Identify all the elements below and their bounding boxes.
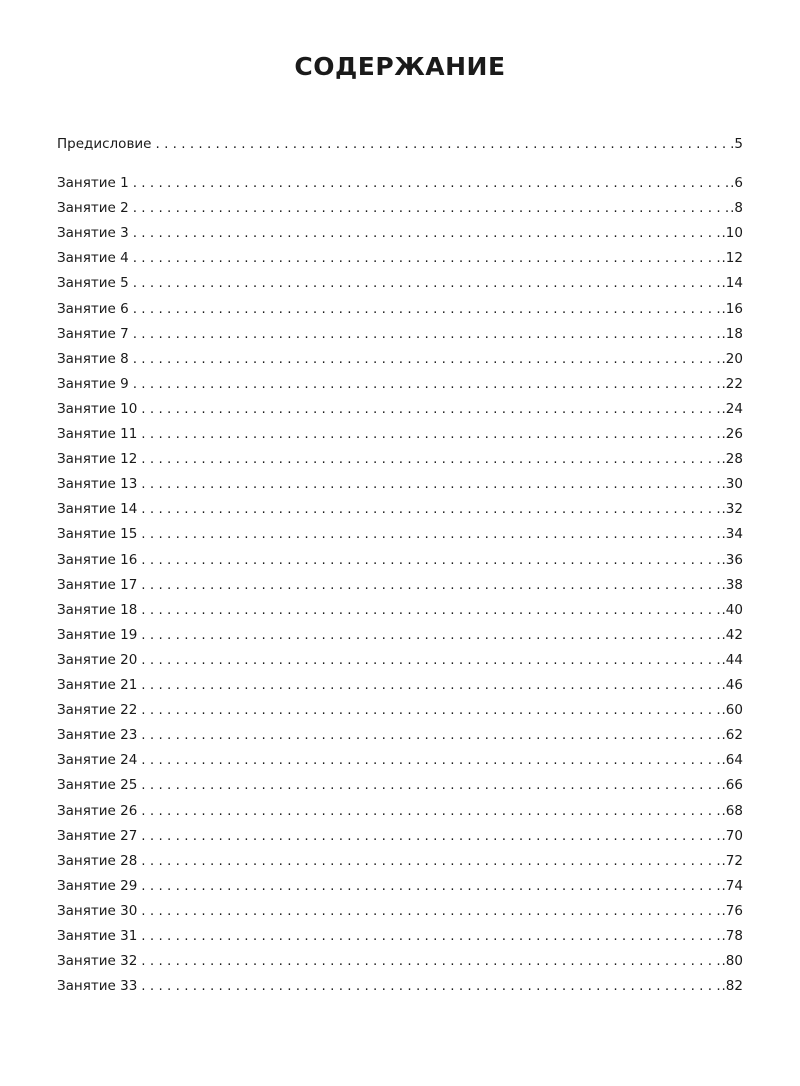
toc-entry-label: Занятие 11 xyxy=(57,426,138,442)
toc-entry-page: .76 xyxy=(721,902,743,919)
toc-entry-page: .28 xyxy=(721,451,743,468)
dot-leader xyxy=(141,550,719,570)
toc-entry-label: Занятие 7 xyxy=(57,325,129,342)
toc-entry-label: Занятие 9 xyxy=(57,375,129,392)
toc-entry-label: Занятие 18 xyxy=(57,601,138,618)
dot-leader xyxy=(141,675,719,695)
dot-leader xyxy=(133,173,728,193)
dot-leader xyxy=(141,926,719,946)
dot-leader xyxy=(141,901,719,921)
toc-entry-label: Занятие 13 xyxy=(57,476,138,493)
toc-entry-page: .78 xyxy=(721,928,743,944)
dot-leader xyxy=(141,951,719,971)
toc-entry-page: .72 xyxy=(721,852,743,869)
toc-entry[interactable] xyxy=(57,851,743,871)
dot-leader xyxy=(141,976,719,996)
toc-entry-page: .62 xyxy=(721,727,743,744)
toc-entry[interactable] xyxy=(57,223,743,243)
toc-entry-page: .22 xyxy=(721,375,743,392)
toc-entry-page: .24 xyxy=(721,400,743,417)
toc-entry-page: .46 xyxy=(721,677,743,693)
dot-leader xyxy=(141,750,719,770)
toc-entry-page: .34 xyxy=(721,526,743,543)
toc-entry-page: .32 xyxy=(721,501,743,518)
dot-leader xyxy=(141,474,719,494)
toc-entry[interactable] xyxy=(57,399,743,419)
toc-entry[interactable] xyxy=(57,600,743,620)
toc-entry-page: .10 xyxy=(721,225,743,242)
toc-entry[interactable] xyxy=(57,299,743,319)
toc-entry-label: Занятие 2 xyxy=(57,200,129,217)
toc-entry-label: Занятие 1 xyxy=(57,175,129,191)
toc-entry-label: Занятие 25 xyxy=(57,777,138,794)
dot-leader xyxy=(141,575,719,595)
dot-leader xyxy=(133,324,720,344)
toc-entry-page: .6 xyxy=(730,175,743,191)
toc-entry[interactable] xyxy=(57,524,743,544)
dot-leader xyxy=(141,775,719,795)
dot-leader xyxy=(141,625,719,645)
toc-entry[interactable] xyxy=(57,650,743,670)
toc-entry-page: .30 xyxy=(721,476,743,493)
toc-entry-label: Занятие 15 xyxy=(57,526,138,543)
toc-entry-label: Занятие 17 xyxy=(57,576,138,593)
toc-entry[interactable] xyxy=(57,675,743,695)
toc-entry-label: Занятие 31 xyxy=(57,928,138,944)
toc-entry[interactable] xyxy=(57,575,743,595)
toc-entry-label: Занятие 28 xyxy=(57,852,138,869)
toc-entry-label: Занятие 12 xyxy=(57,451,138,468)
toc-entry-label: Занятие 26 xyxy=(57,802,138,819)
toc-entry-page: .36 xyxy=(721,551,743,568)
dot-leader xyxy=(141,524,719,544)
toc-entry-label: Занятие 5 xyxy=(57,275,129,292)
dot-leader xyxy=(133,248,720,268)
dot-leader xyxy=(133,198,728,218)
toc-entry-page: .70 xyxy=(721,827,743,844)
toc-entry-label: Предисловие xyxy=(57,136,152,152)
toc-entry-label: Занятие 16 xyxy=(57,551,138,568)
toc-entry-page: .42 xyxy=(721,626,743,643)
dot-leader xyxy=(141,600,719,620)
toc-entry[interactable] xyxy=(57,173,743,193)
toc-entry[interactable] xyxy=(57,876,743,896)
toc-entry-label: Занятие 27 xyxy=(57,827,138,844)
toc-entry-page: .26 xyxy=(721,426,743,442)
toc-entry-label: Занятие 8 xyxy=(57,350,129,367)
toc-entry-label: Занятие 14 xyxy=(57,501,138,518)
dot-leader xyxy=(141,399,719,419)
dot-leader xyxy=(133,349,720,369)
toc-entry-page: .64 xyxy=(721,752,743,769)
toc-entry[interactable] xyxy=(57,474,743,494)
toc-entry-page: .68 xyxy=(721,802,743,819)
toc-entry-label: Занятие 19 xyxy=(57,626,138,643)
toc-entry[interactable] xyxy=(57,775,743,795)
dot-leader xyxy=(133,374,720,394)
toc-entry[interactable] xyxy=(57,951,743,971)
dot-leader xyxy=(133,223,720,243)
toc-entry-page: .82 xyxy=(721,978,743,995)
toc-entry[interactable] xyxy=(57,550,743,570)
toc-entry-page: .80 xyxy=(721,953,743,970)
dot-leader xyxy=(133,299,720,319)
toc-entry-page: .18 xyxy=(721,325,743,342)
toc-entry[interactable] xyxy=(57,424,743,444)
toc-entry[interactable] xyxy=(57,725,743,745)
toc-entry[interactable] xyxy=(57,499,743,519)
toc-entry[interactable] xyxy=(57,273,743,293)
toc-entry-page: .60 xyxy=(721,702,743,719)
dot-leader xyxy=(141,826,719,846)
toc-entry-page: .16 xyxy=(721,300,743,317)
toc-entry[interactable] xyxy=(57,248,743,268)
toc-entry[interactable] xyxy=(57,625,743,645)
toc-entry-preface[interactable] xyxy=(57,134,743,154)
toc-entry[interactable] xyxy=(57,198,743,218)
toc-entry-label: Занятие 30 xyxy=(57,902,138,919)
toc-entry-page: .44 xyxy=(721,651,743,668)
toc-entry-label: Занятие 6 xyxy=(57,300,129,317)
dot-leader xyxy=(141,851,719,871)
toc-entry-page: .40 xyxy=(721,601,743,618)
toc-entry-page: .14 xyxy=(721,275,743,292)
toc-entry-page: .74 xyxy=(721,877,743,894)
toc-entry[interactable] xyxy=(57,801,743,821)
toc-entry-label: Занятие 21 xyxy=(57,677,138,693)
toc-entry-label: Занятие 24 xyxy=(57,752,138,769)
toc-entry-label: Занятие 29 xyxy=(57,877,138,894)
toc-entry-label: Занятие 10 xyxy=(57,400,138,417)
toc-entry[interactable] xyxy=(57,449,743,469)
toc-entry-page: .12 xyxy=(721,250,743,267)
toc-entry-page: .66 xyxy=(721,777,743,794)
toc-entry-label: Занятие 33 xyxy=(57,978,138,995)
dot-leader xyxy=(141,700,719,720)
toc-entry-label: Занятие 22 xyxy=(57,702,138,719)
toc-entry-label: Занятие 20 xyxy=(57,651,138,668)
toc-entry[interactable] xyxy=(57,976,743,996)
dot-leader xyxy=(141,499,719,519)
toc-entry[interactable] xyxy=(57,901,743,921)
toc-entry-page: .5 xyxy=(730,136,743,152)
toc-entry-label: Занятие 3 xyxy=(57,225,129,242)
toc-entry-page: .38 xyxy=(721,576,743,593)
dot-leader xyxy=(141,876,719,896)
toc-entry-label: Занятие 4 xyxy=(57,250,129,267)
dot-leader xyxy=(141,801,719,821)
page-title: СОДЕРЖАНИЕ xyxy=(294,52,506,81)
toc-entry-page: .8 xyxy=(730,200,743,217)
toc-entry[interactable] xyxy=(57,926,743,946)
toc-entry[interactable] xyxy=(57,349,743,369)
dot-leader xyxy=(155,134,728,154)
toc-entry[interactable] xyxy=(57,324,743,344)
dot-leader xyxy=(141,650,719,670)
dot-leader xyxy=(141,424,719,444)
toc-entry-page: .20 xyxy=(721,350,743,367)
toc-entry[interactable] xyxy=(57,374,743,394)
toc-entry-label: Занятие 23 xyxy=(57,727,138,744)
dot-leader xyxy=(141,449,719,469)
toc-entry[interactable] xyxy=(57,750,743,770)
dot-leader xyxy=(141,725,719,745)
toc-entry-label: Занятие 32 xyxy=(57,953,138,970)
toc-entry[interactable] xyxy=(57,826,743,846)
toc-entry[interactable] xyxy=(57,700,743,720)
dot-leader xyxy=(133,273,720,293)
